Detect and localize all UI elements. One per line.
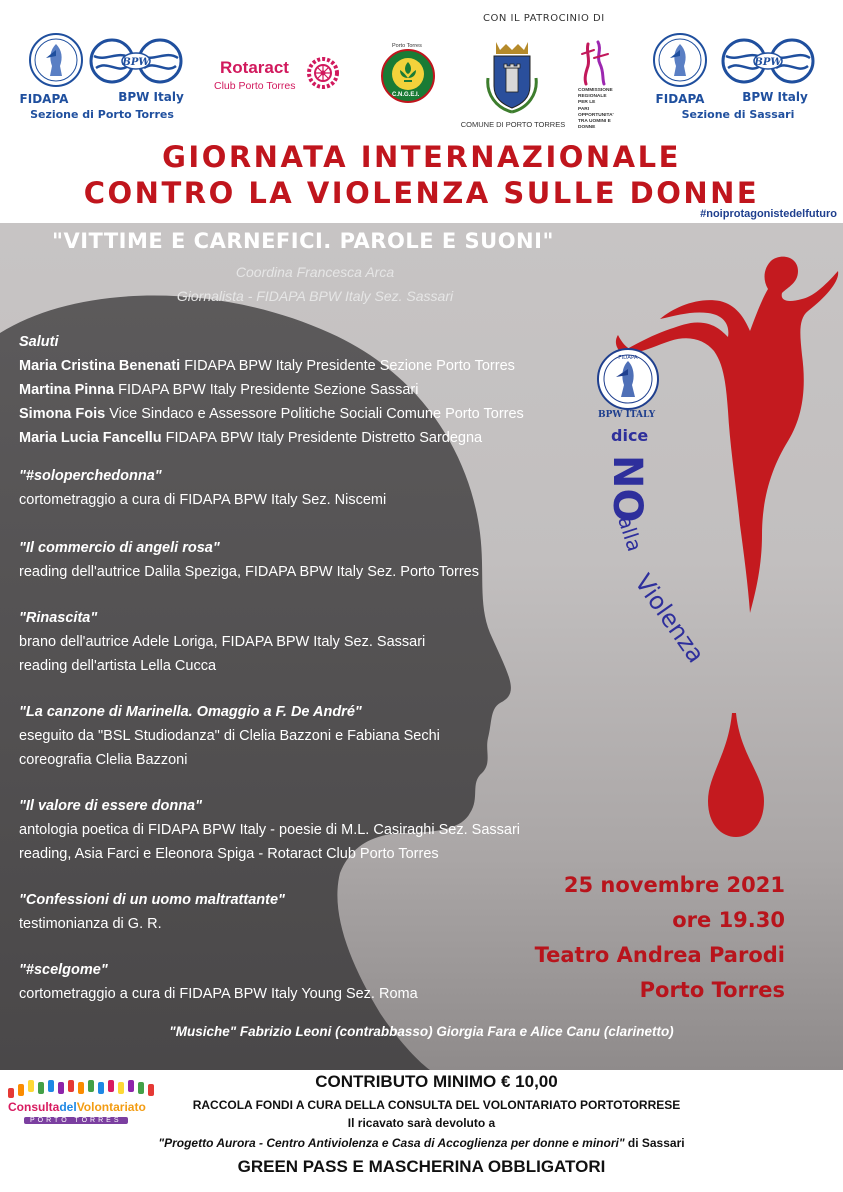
bpw-italy-right-logo — [720, 36, 820, 106]
header — [0, 0, 843, 225]
saluti-block — [19, 330, 524, 450]
fidapa-porto-torres-section: Sezione di Porto Torres — [30, 108, 174, 121]
rotaract-label: Rotaract — [220, 58, 289, 77]
progetto-city: di Sassari — [624, 1136, 685, 1150]
progetto-name: "Progetto Aurora - Centro Antiviolenza e Casa di Accoglienza per donne e minori" — [158, 1136, 625, 1150]
coordinator-role-line: Giornalista - FIDAPA BPW Italy Sez. Sassari — [176, 288, 454, 304]
comune-porto-torres-logo — [458, 38, 568, 130]
cngei-logo — [378, 44, 440, 106]
event-date: 25 novembre 2021 — [563, 873, 785, 897]
commissione-line-1: COMMISSIONE — [578, 88, 613, 93]
program-item-line: coreografia Clelia Bazzoni — [19, 752, 188, 768]
commissione-line-6: DONNE — [578, 125, 596, 131]
commissione-line-4: PARI OPPORTUNITA' — [578, 106, 614, 118]
commissione-line-3: PER LE — [578, 100, 596, 106]
program-item-title: "Il commercio di angeli rosa" — [19, 540, 220, 556]
bpw-ring-text: BPW — [754, 57, 782, 68]
no-label: NO — [604, 455, 650, 523]
comune-label: COMUNE DI PORTO TORRES — [460, 120, 566, 129]
program-item-title: "Il valore di essere donna" — [19, 798, 202, 814]
program-item-title: "#soloperchedonna" — [19, 468, 162, 484]
consulta-name-part-1: Consulta — [8, 1100, 60, 1114]
event-title-line-2: CONTRO LA VIOLENZA SULLE DONNE — [83, 176, 760, 210]
saluti-row: Maria Cristina Benenati FIDAPA BPW Italy Presidente Sezione Porto Torres — [19, 358, 515, 374]
bpw-italy-left-logo — [88, 36, 188, 106]
raccolta-fondi-label: RACCOLA FONDI A CURA DELLA CONSULTA DEL VOLONTARIATO PORTOTORRESE — [192, 1098, 681, 1112]
consulta-place-label: PORTO TORRES — [24, 1117, 128, 1124]
violenza-label: Violenza — [629, 569, 711, 668]
program-item — [19, 606, 425, 678]
program-item-line: reading dell'artista Lella Cucca — [19, 658, 217, 674]
saluti-row: Maria Lucia Fancellu FIDAPA BPW Italy Presidente Distretto Sardegna — [19, 430, 483, 446]
program-item-title: "#scelgome" — [19, 962, 108, 978]
progetto-aurora-label — [0, 1136, 843, 1150]
bpw-globes-icon — [720, 36, 816, 86]
music-credits: "Musiche" Fabrizio Leoni (contrabbasso) Giorgia Fara e Alice Canu (clarinetto) — [169, 1024, 674, 1039]
commissione-line-2: REGIONALE — [578, 94, 607, 100]
program-item-line: testimonianza di G. R. — [19, 916, 162, 932]
commissione-line-5: TRA UOMINI E — [578, 119, 611, 125]
dancers-figure-icon — [578, 40, 612, 86]
fidapa-seal-icon — [596, 347, 660, 411]
dice-label: dice — [611, 426, 649, 445]
rotaract-club-label: Club Porto Torres — [214, 80, 296, 92]
saluti-row: Simona Fois Vice Sindaco e Assessore Politiche Sociali Comune Porto Torres — [19, 406, 524, 422]
ricavato-label: Il ricavato sarà devoluto a — [347, 1116, 496, 1130]
event-time: ore 19.30 — [672, 908, 785, 932]
bpw-italy-seal-label: BPW ITALY — [598, 410, 656, 420]
rotary-wheel-icon — [306, 56, 340, 90]
program-item-title: "Confessioni di un uomo maltrattante" — [19, 892, 285, 908]
fidapa-label: FIDAPA — [19, 92, 69, 106]
rotaract-logo — [210, 56, 345, 96]
patrocinio-label: CON IL PATROCINIO DI — [483, 13, 605, 24]
program-item-line: eseguito da "BSL Studiodanza" di Clelia Bazzoni e Fabiana Sechi — [19, 728, 440, 744]
red-woman-figure-icon — [612, 235, 842, 845]
program-item — [19, 888, 285, 936]
program-item-line: brano dell'autrice Adele Loriga, FIDAPA BPW Italy Sez. Sassari — [19, 634, 426, 650]
program-item-line: reading dell'autrice Dalila Speziga, FIDAPA BPW Italy Sez. Porto Torres — [19, 564, 479, 580]
fidapa-seal-text: FIDAPA — [618, 355, 638, 361]
program-item-line: antologia poetica di FIDAPA BPW Italy - poesie di M.L. Casiraghi Sez. Sassari — [19, 822, 521, 838]
program-item-line: cortometraggio a cura di FIDAPA BPW Italy Sez. Niscemi — [19, 492, 387, 508]
program-item — [19, 958, 418, 1006]
alla-label: alla — [613, 513, 648, 555]
event-subtitle: "VITTIME E CARNEFICI. PAROLE E SUONI" — [52, 229, 554, 253]
fidapa-seal-icon — [28, 32, 84, 88]
event-title-line-1: GIORNATA INTERNAZIONALE — [162, 140, 681, 174]
program-item — [19, 700, 440, 772]
event-city: Porto Torres — [639, 978, 785, 1002]
fidapa-label: FIDAPA — [655, 92, 705, 106]
fidapa-seal-icon — [652, 32, 708, 88]
bpw-globes-icon — [88, 36, 184, 86]
bpw-italy-label: BPW Italy — [118, 90, 184, 104]
saluti-row: Martina Pinna FIDAPA BPW Italy Presidente Sezione Sassari — [19, 382, 419, 398]
bpw-italy-label: BPW Italy — [742, 90, 808, 104]
hashtag-label: #noiprotagonistedelfuturo — [700, 208, 837, 220]
program-item — [19, 794, 520, 866]
contributo-label: CONTRIBUTO MINIMO € 10,00 — [315, 1072, 558, 1091]
event-details — [535, 868, 785, 1008]
saluti-label: Saluti — [19, 334, 59, 350]
program-item-title: "Rinascita" — [19, 610, 98, 626]
green-pass-label: GREEN PASS E MASCHERINA OBBLIGATORI — [237, 1157, 606, 1176]
commissione-pari-opportunita-logo — [574, 40, 626, 131]
event-venue: Teatro Andrea Parodi — [534, 943, 785, 967]
consulta-name-part-3: Volontariato — [76, 1100, 146, 1114]
cngei-label: C.N.G.E.I. — [392, 92, 420, 98]
coordinator-line: Coordina Francesca Arca — [235, 264, 395, 280]
program-item-title: "La canzone di Marinella. Omaggio a F. De André" — [19, 704, 362, 720]
fidapa-sassari-section: Sezione di Sassari — [681, 108, 795, 121]
program-item — [19, 464, 386, 512]
program-item-line: reading, Asia Farci e Eleonora Spiga - Rotaract Club Porto Torres — [19, 846, 439, 862]
program-item-line: cortometraggio a cura di FIDAPA BPW Italy Young Sez. Roma — [19, 986, 418, 1002]
bpw-ring-text: BPW — [122, 57, 150, 68]
consulta-name-part-2: del — [59, 1100, 77, 1114]
cngei-porto-torres-label: Porto Torres — [392, 43, 422, 49]
comune-crest-icon — [482, 38, 542, 116]
program-item — [19, 536, 479, 584]
